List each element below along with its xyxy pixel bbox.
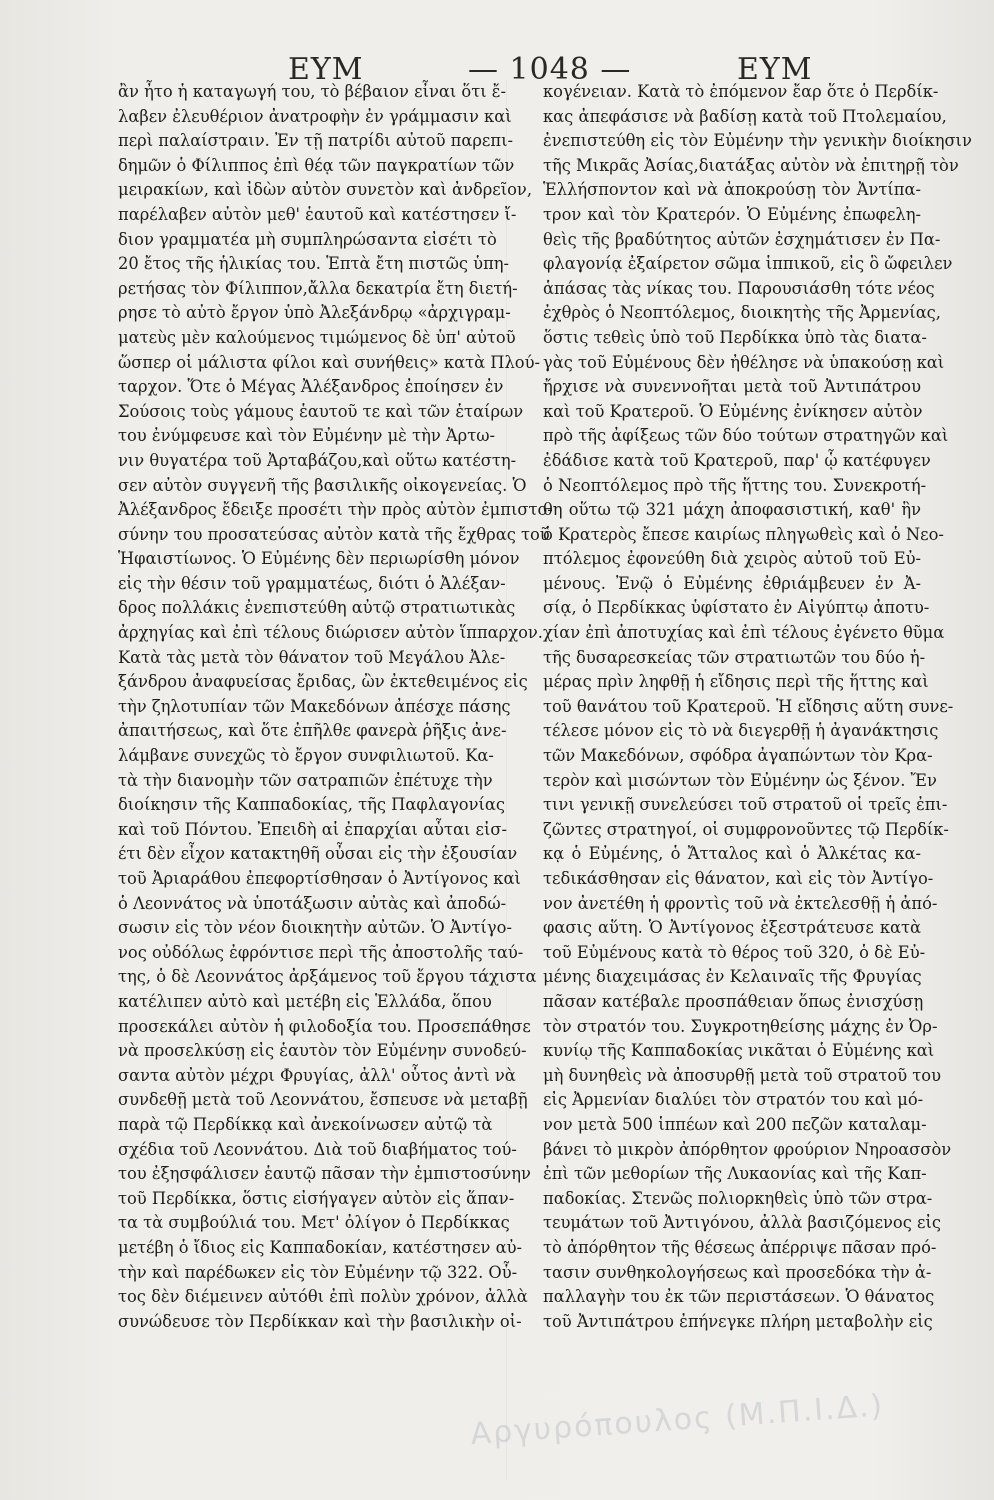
text-line: ἤρχισε νὰ συνεννοῆται μετὰ τοῦ Ἀντιπάτρου: [543, 377, 921, 397]
text-line: ὥσπερ οἱ μάλιστα φίλοι καὶ συνήθεις» κατὰ Πλού-: [118, 352, 541, 372]
left-text-column: [118, 80, 553, 1334]
text-line: λάμβανε συνεχῶς τὸ ἔργον συνφιλιωτοῦ. Κα-: [118, 746, 494, 766]
text-line: ἐχθρὸς ὁ Νεοπτόλεμος, διοικητὴς τῆς Ἀρμενίας,: [543, 303, 941, 323]
text-line: 20 ἔτος τῆς ἡλικίας του. Ἑπτὰ ἔτη πιστῶς ὑπη-: [118, 254, 510, 274]
text-line: ὁ Νεοπτόλεμος πρὸ τῆς ἥττης του. Συνεκροτή-: [543, 475, 927, 495]
text-line: ἁπάσας τὰς νίκας του. Παρουσιάσθη τότε νέος: [543, 278, 935, 298]
text-line: κατέλιπεν αὐτὸ καὶ μετέβη εἰς Ἑλλάδα, ὅπου: [118, 991, 492, 1011]
text-line: Ἀλέξανδρος ἔδειξε προσέτι τὴν πρὸς αὐτὸν ἐμπιστο-: [118, 500, 553, 520]
text-line: μὴ δυνηθεὶς νὰ ἀποσυρθῇ μετὰ τοῦ στρατοῦ του: [543, 1065, 942, 1085]
text-line: ἂν ἦτο ἡ καταγωγή του, τὸ βέβαιον εἶναι ὅτι ἔ-: [118, 82, 507, 101]
text-line: δρος πολλάκις ἐνεπιστεύθη αὐτῷ στρατιωτικὰς: [118, 598, 516, 618]
text-line: φλαγονίᾳ ἐξαίρετον σῶμα ἱππικοῦ, εἰς ὃ ὤφειλεν: [543, 254, 953, 274]
text-line: κας ἀπεφάσισε νὰ βαδίσῃ κατὰ τοῦ Πτολεμαίου,: [543, 106, 947, 126]
text-line: ὁ Λεοννάτος νὰ ὑποτάξωσιν αὐτὰς καὶ ἀποδώ-: [118, 893, 507, 913]
text-line: σύνην του προσατεύσας αὐτὸν κατὰ τῆς ἔχθρας τοῦ: [118, 524, 550, 544]
text-line: διον γραμματέα μὴ συμπληρώσαντα εἰσέτι τὸ: [118, 229, 497, 249]
text-line: τα τὰ συμβούλιά του. Μετ' ὀλίγον ὁ Περδίκκας: [118, 1213, 510, 1233]
text-line: τασιν συνθηκολογήσεως καὶ προσεδόκα τὴν ἀ-: [543, 1262, 932, 1282]
text-line: μέρας πρὶν ληφθῇ ἡ εἴδησις περὶ τῆς ἥττης καὶ: [543, 672, 929, 692]
text-line: καὶ τοῦ Κρατεροῦ. Ὁ Εὐμένης ἐνίκησεν αὐτὸν: [543, 401, 923, 421]
text-line: τοῦ Ἀριαράθου ἐπεφορτίσθησαν ὁ Ἀντίγονος καὶ: [118, 869, 521, 888]
text-line: Κατὰ τὰς μετὰ τὸν θάνατον τοῦ Μεγάλου Ἀλε-: [118, 647, 506, 667]
text-line: ἀρχηγίας καὶ ἐπὶ τέλους διώρισεν αὐτὸν ἵππαρχον.: [118, 623, 543, 643]
text-line: σαντα αὐτὸν μέχρι Φρυγίας, ἀλλ' οὗτος ἀντὶ νὰ: [118, 1065, 516, 1085]
text-line: τῶν Μακεδόνων, σφόδρα ἀγαπώντων τὸν Κρα-: [543, 746, 933, 766]
text-line: σχέδια τοῦ Λεοννάτου. Διὰ τοῦ διαβήματος τού-: [118, 1139, 517, 1159]
right-text-column: [543, 80, 972, 1334]
text-line: πρὸ τῆς ἀφίξεως τῶν δύο τούτων στρατηγῶν καὶ: [543, 426, 949, 446]
text-line: σίᾳ, ὁ Περδίκκας ὑφίστατο ἐν Αἰγύπτῳ ἀποτυ-: [543, 598, 930, 618]
text-line: νιν θυγατέρα τοῦ Ἀρταβάζου,καὶ οὕτω κατέστη-: [118, 450, 517, 470]
text-line: Ἡφαιστίωνος. Ὁ Εὐμένης δὲν περιωρίσθη μόνον: [118, 549, 520, 569]
text-line: έτι δὲν εἶχον κατακτηθῆ οὖσαι εἰς τὴν ἐξουσίαν: [118, 844, 518, 864]
text-line: τος δὲν διέμεινεν αὐτόθι ἐπὶ πολὺν χρόνον, ἀλλὰ: [118, 1287, 528, 1307]
text-line: συνδεθῇ μετὰ τοῦ Λεοννάτου, ἔσπευσε νὰ μεταβῇ: [118, 1090, 528, 1110]
text-line: Σούσοις τοὺς γάμους ἑαυτοῦ τε καὶ τῶν ἑταίρων: [118, 401, 524, 421]
text-line: μένης διαχειμάσας ἐν Κελαιναῖς τῆς Φρυγίας: [543, 967, 922, 987]
text-line: νος οὐδόλως ἐφρόντισε περὶ τῆς ἀποστολῆς ταύ-: [118, 942, 524, 962]
text-line: μετέβη ὁ ἴδιος εἰς Καππαδοκίαν, κατέστησεν αὐ-: [118, 1237, 523, 1257]
text-line: γὰς τοῦ Εὐμένους δὲν ἠθέλησε νὰ ὑπακούσῃ καὶ: [543, 352, 945, 372]
text-line: τοῦ Περδίκκα, ὅστις εἰσήγαγεν αὐτὸν εἰς ἅπαν-: [118, 1188, 515, 1208]
text-line: μένους. Ἐνῷ ὁ Εὐμένης ἐθριάμβευεν ἐν Ἀ-: [543, 573, 921, 593]
text-line: τοῦ Εὐμένους κατὰ τὸ θέρος τοῦ 320, ὁ δὲ Εὐ-: [543, 942, 926, 962]
text-line: του ἐξησφάλισεν ἑαυτῷ πᾶσαν τὴν ἐμπιστοσύνην: [118, 1164, 531, 1184]
text-line: σωσιν εἰς τὸν νέον διοικητὴν αὐτῶν. Ὁ Ἀντίγο-: [118, 918, 512, 938]
text-line: του ἐνύμφευσε καὶ τὸν Εὐμένην μὲ τὴν Ἀρτω-: [118, 426, 496, 446]
text-line: ἐπὶ τῶν μεθορίων τῆς Λυκαονίας καὶ τῆς Καπ-: [543, 1164, 927, 1184]
text-line: χίαν ἐπὶ ἀποτυχίας καὶ ἐπὶ τέλους ἐγένετο θῦμα: [543, 623, 945, 643]
text-line: θη οὕτω τῷ 321 μάχη ἀποφασιστική, καθ' ἣν: [543, 500, 921, 520]
text-line: κᾳ ὁ Εὐμένης, ὁ Ἄτταλος καὶ ὁ Ἀλκέτας κα-: [543, 844, 921, 864]
text-line: εἰς Ἀρμενίαν διαλύει τὸν στρατόν του καὶ μό-: [543, 1090, 924, 1110]
text-line: τινι γενικῇ συνελεύσει τοῦ στρατοῦ οἱ τρεῖς ἐπι-: [543, 795, 948, 815]
text-line: πτόλεμος ἐφονεύθη διὰ χειρὸς αὐτοῦ τοῦ Εὐ-: [543, 549, 921, 569]
text-line: τῆς δυσαρεσκείας τῶν στρατιωτῶν του δύο ἡ-: [543, 647, 926, 667]
text-line: τῆς Μικρᾶς Ἀσίας,διατάξας αὐτὸν νὰ ἐπιτηρῇ τὸν: [543, 155, 959, 175]
text-line: ματεὺς μὲν καλούμενος τιμώμενος δὲ ὑπ' αὐτοῦ: [118, 327, 516, 347]
text-line: ὁ Κρατερὸς ἔπεσε καιρίως πληγωθεὶς καὶ ὁ Νεο-: [543, 524, 944, 544]
text-line: τὰ τὴν διανομὴν τῶν σατραπιῶν ἐπέτυχε τὴν: [118, 770, 493, 790]
running-head-left: ΕΥΜ: [288, 52, 364, 87]
library-watermark: Αργυρόπουλος (Μ.Π.Ι.Δ.): [469, 1388, 886, 1453]
text-line: παρὰ τῷ Περδίκκᾳ καὶ ἀνεκοίνωσεν αὐτῷ τὰ: [118, 1114, 493, 1134]
text-line: τεδικάσθησαν εἰς θάνατον, καὶ εἰς τὸν Ἀντίγο-: [543, 869, 934, 888]
text-line: τρον καὶ τὸν Κρατερόν. Ὁ Εὐμένης ἐπωφελη-: [543, 204, 921, 224]
text-line: Ἑλλήσποντον καὶ νὰ ἀποκρούσῃ τὸν Ἀντίπα-: [543, 180, 921, 200]
text-line: της, ὁ δὲ Λεοννάτος ἀρξάμενος τοῦ ἔργου τάχιστα: [118, 967, 537, 987]
text-line: θεὶς τῆς βραδύτητος αὐτῶν ἐσχημάτισεν ἐν Πα-: [543, 229, 941, 249]
text-line: νὰ προσελκύσῃ εἰς ἑαυτὸν τὸν Εὐμένην συνοδεύ-: [118, 1041, 527, 1061]
text-line: τοῦ Ἀντιπάτρου ἐπήνεγκε πλήρη μεταβολὴν εἰς: [543, 1311, 933, 1331]
text-line: ζῶντες στρατηγοί, οἱ συμφρονοῦντες τῷ Περδίκ-: [543, 819, 949, 839]
text-line: μειρακίων, καὶ ἰδὼν αὐτὸν συνετὸν καὶ ἀνδρεῖον,: [118, 180, 533, 200]
text-line: παλλαγὴν του ἐκ τῶν περιστάσεων. Ὁ θάνατος: [543, 1287, 935, 1307]
page-number: — 1048 —: [468, 52, 632, 87]
text-line: νον ἀνετέθη ἡ φροντὶς τοῦ νὰ ἐκτελεσθῇ ἡ ἀπό-: [543, 893, 938, 913]
text-line: ἐνεπιστεύθη εἰς τὸν Εὐμένην τὴν γενικὴν διοίκησιν: [543, 131, 972, 151]
text-line: παρέλαβεν αὐτὸν μεθ' ἑαυτοῦ καὶ κατέστησεν ἴ-: [118, 204, 517, 224]
text-line: νον μετὰ 500 ἱππέων καὶ 200 πεζῶν καταλαμ-: [543, 1114, 927, 1134]
text-line: τὸν στρατόν του. Συγκροτηθείσης μάχης ἐν Ὀρ-: [543, 1016, 938, 1036]
text-line: προσεκάλει αὐτὸν ἡ φιλοδοξία του. Προσεπάθησε: [118, 1016, 531, 1036]
text-line: κυνίῳ τῆς Καππαδοκίας νικᾶται ὁ Εὐμένης καὶ: [543, 1041, 935, 1061]
text-line: ἀπαιτήσεως, καὶ ὅτε ἐπῆλθε φανερὰ ῥῆξις ἀνε-: [118, 721, 507, 741]
text-line: συνώδευσε τὸν Περδίκκαν καὶ τὴν βασιλικὴν οἰ-: [118, 1311, 522, 1331]
text-line: βάνει τὸ μικρὸν ἀπόρθητον φρούριον Νηροασσὸν: [543, 1139, 952, 1159]
text-line: τὸ ἀπόρθητον τῆς θέσεως ἀπέρριψε πᾶσαν πρό-: [543, 1237, 937, 1257]
text-line: τὴν ζηλοτυπίαν τῶν Μακεδόνων ἀπέσχε πάσης: [118, 696, 511, 716]
text-line: τοῦ θανάτου τοῦ Κρατεροῦ. Ἡ εἴδησις αὕτη συνε-: [543, 696, 954, 716]
text-line: σεν αὐτὸν συγγενῆ τῆς βασιλικῆς οἰκογενείας. Ὁ: [118, 475, 527, 495]
text-line: ταρχον. Ὅτε ὁ Μέγας Ἀλέξανδρος ἐποίησεν ἐν: [118, 377, 504, 397]
text-line: τέλεσε μόνον εἰς τὸ νὰ διεγερθῇ ἡ ἀγανάκτησις: [543, 721, 939, 741]
text-line: ρησε τὸ αὐτὸ ἔργον ὑπὸ Ἀλεξάνδρῳ «ἀρχιγραμ-: [118, 303, 511, 323]
text-line: λαβεν ἐλευθέριον ἀνατροφὴν ἐν γράμμασιν καὶ: [118, 106, 512, 126]
text-line: τευμάτων τοῦ Ἀντιγόνου, ἀλλὰ βασιζόμενος εἰς: [543, 1213, 941, 1233]
text-line: τὴν καὶ παρέδωκεν εἰς τὸν Εὐμένην τῷ 322. Οὗ-: [118, 1262, 518, 1282]
text-line: πᾶσαν κατέβαλε προσπάθειαν ὅπως ἐνισχύσῃ: [543, 991, 924, 1011]
text-line: εἰς τὴν θέσιν τοῦ γραμματέως, διότι ὁ Ἀλέξαν-: [118, 573, 506, 593]
text-line: ὅστις τεθεὶς ὑπὸ τοῦ Περδίκκα ὑπὸ τὰς διατα-: [543, 327, 927, 347]
text-line: ρετήσας τὸν Φίλιππον,ἄλλα δεκατρία ἔτη διετή-: [118, 278, 518, 298]
text-line: φασις αὕτη. Ὁ Ἀντίγονος ἐξεστράτευσε κατὰ: [543, 918, 921, 938]
running-head-right: ΕΥΜ: [737, 52, 813, 87]
text-line: περὶ παλαίστραιν. Ἐν τῇ πατρίδι αὐτοῦ παρεπι-: [118, 131, 513, 151]
text-line: διοίκησιν τῆς Καππαδοκίας, τῆς Παφλαγονίας: [118, 795, 505, 815]
text-line: ξάνδρου ἀναφυείσας ἔριδας, ὢν ἐκτεθειμένος εἰς: [118, 672, 528, 692]
text-line: τερὸν καὶ μισώντων τὸν Εὐμένην ὡς ξένον. Ἔν: [543, 770, 937, 790]
text-line: ἐδάδισε κατὰ τοῦ Κρατεροῦ, παρ' ᾧ κατέφυγεν: [543, 450, 931, 470]
text-line: παδοκίας. Στενῶς πολιορκηθεὶς ὑπὸ τῶν στρα-: [543, 1188, 933, 1208]
text-line: καὶ τοῦ Πόντου. Ἐπειδὴ αἱ ἐπαρχίαι αὗται εἰσ-: [118, 819, 507, 839]
text-line: κογένειαν. Κατὰ τὸ ἐπόμενον ἔαρ ὅτε ὁ Περδίκ-: [543, 82, 939, 101]
text-line: δημῶν ὁ Φίλιππος ἐπὶ θέᾳ τῶν παγκρατίων τῶν: [118, 155, 515, 175]
